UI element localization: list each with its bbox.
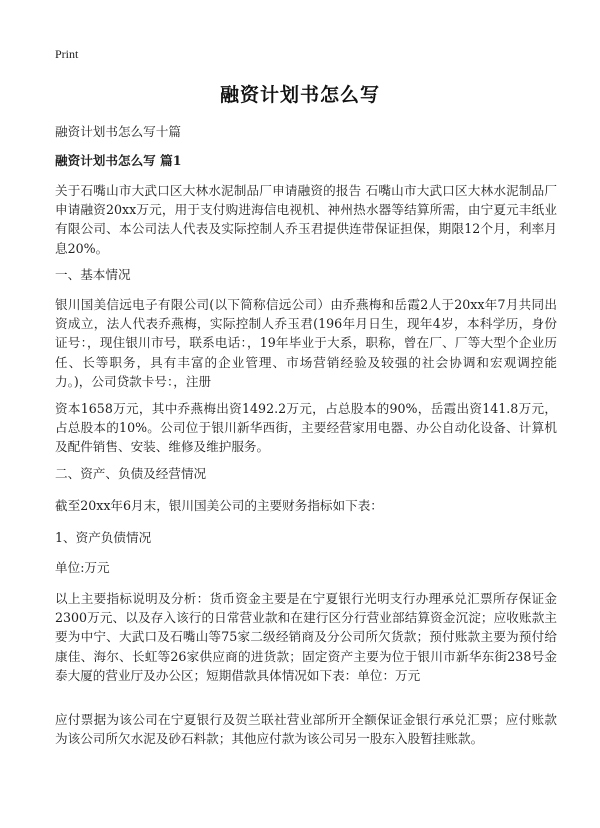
intro-paragraph: 关于石嘴山市大武口区大林水泥制品厂申请融资的报告 石嘴山市大武口区大林水泥制品厂申请融资20xx万元，用于支付购进海信电视机、神州热水器等结算所需，由宁夏元丰纸业有限公司、本公司法人代表及实际控制人乔玉君提供连带保证担保，期限12个月，利率月息20%。	[55, 183, 557, 256]
heading-balance-sheet: 1、资产负债情况	[55, 530, 152, 545]
heading-basic-info: 一、基本情况	[55, 267, 131, 282]
heading-assets: 二、资产、负债及经营情况	[55, 466, 207, 481]
document-subtitle: 融资计划书怎么写十篇	[55, 124, 181, 139]
unit-label: 单位:万元	[55, 560, 110, 575]
payables-paragraph: 应付票据为该公司在宁夏银行及贺兰联社营业部所开全额保证金银行承兑汇票；应付账款为该公司所欠水泥及砂石料款；其他应付款为该公司另一股东入股暂挂账款。	[55, 712, 557, 747]
page-title: 融资计划书怎么写	[219, 84, 380, 106]
print-label[interactable]: Print	[55, 47, 79, 61]
basic-info-paragraph-1: 银川国美信远电子有限公司(以下简称信远公司）由乔燕梅和岳霞2人于20xx年7月共同出资成立，法人代表乔燕梅，实际控制人乔玉君(196年月日生，现年4岁，本科学历，身份证号：，现住银川市号，联系电话：，19年毕业于大系，职称，曾在厂、厂等大型个企业历任、长等职务，具有丰富的企业管理、市场营销经验及较强的社会协调和宏观调控能力。)，公司贷款卡号：，注册	[55, 297, 557, 389]
analysis-paragraph: 以上主要指标说明及分析：货币资金主要是在宁夏银行光明支行办理承兑汇票所存保证金2300万元、以及存入该行的日常营业款和在建行区分行营业部结算资金沉淀；应收账款主要为中宁、大武口及石嘴山等75家二级经销商及分公司所欠货款；预付账款主要为预付给康佳、海尔、长虹等26家供应商的进货款；固定资产主要为位于银川市新华东街238号金泰大厦的营业厅及办公区；短期借款具体情况如下表：单位：万元	[55, 591, 557, 683]
assets-intro: 截至20xx年6月末，银川国美公司的主要财务指标如下表：	[55, 498, 383, 513]
basic-info-paragraph-2: 资本1658万元，其中乔燕梅出资1492.2万元，占总股本的90%，岳霞出资141.8万元，占总股本的10%。公司位于银川新华西街，主要经营家用电器、办公自动化设备、计算机及配件销售、安装、维修及维护服务。	[55, 401, 557, 455]
section-heading: 融资计划书怎么写 篇1	[55, 153, 182, 168]
